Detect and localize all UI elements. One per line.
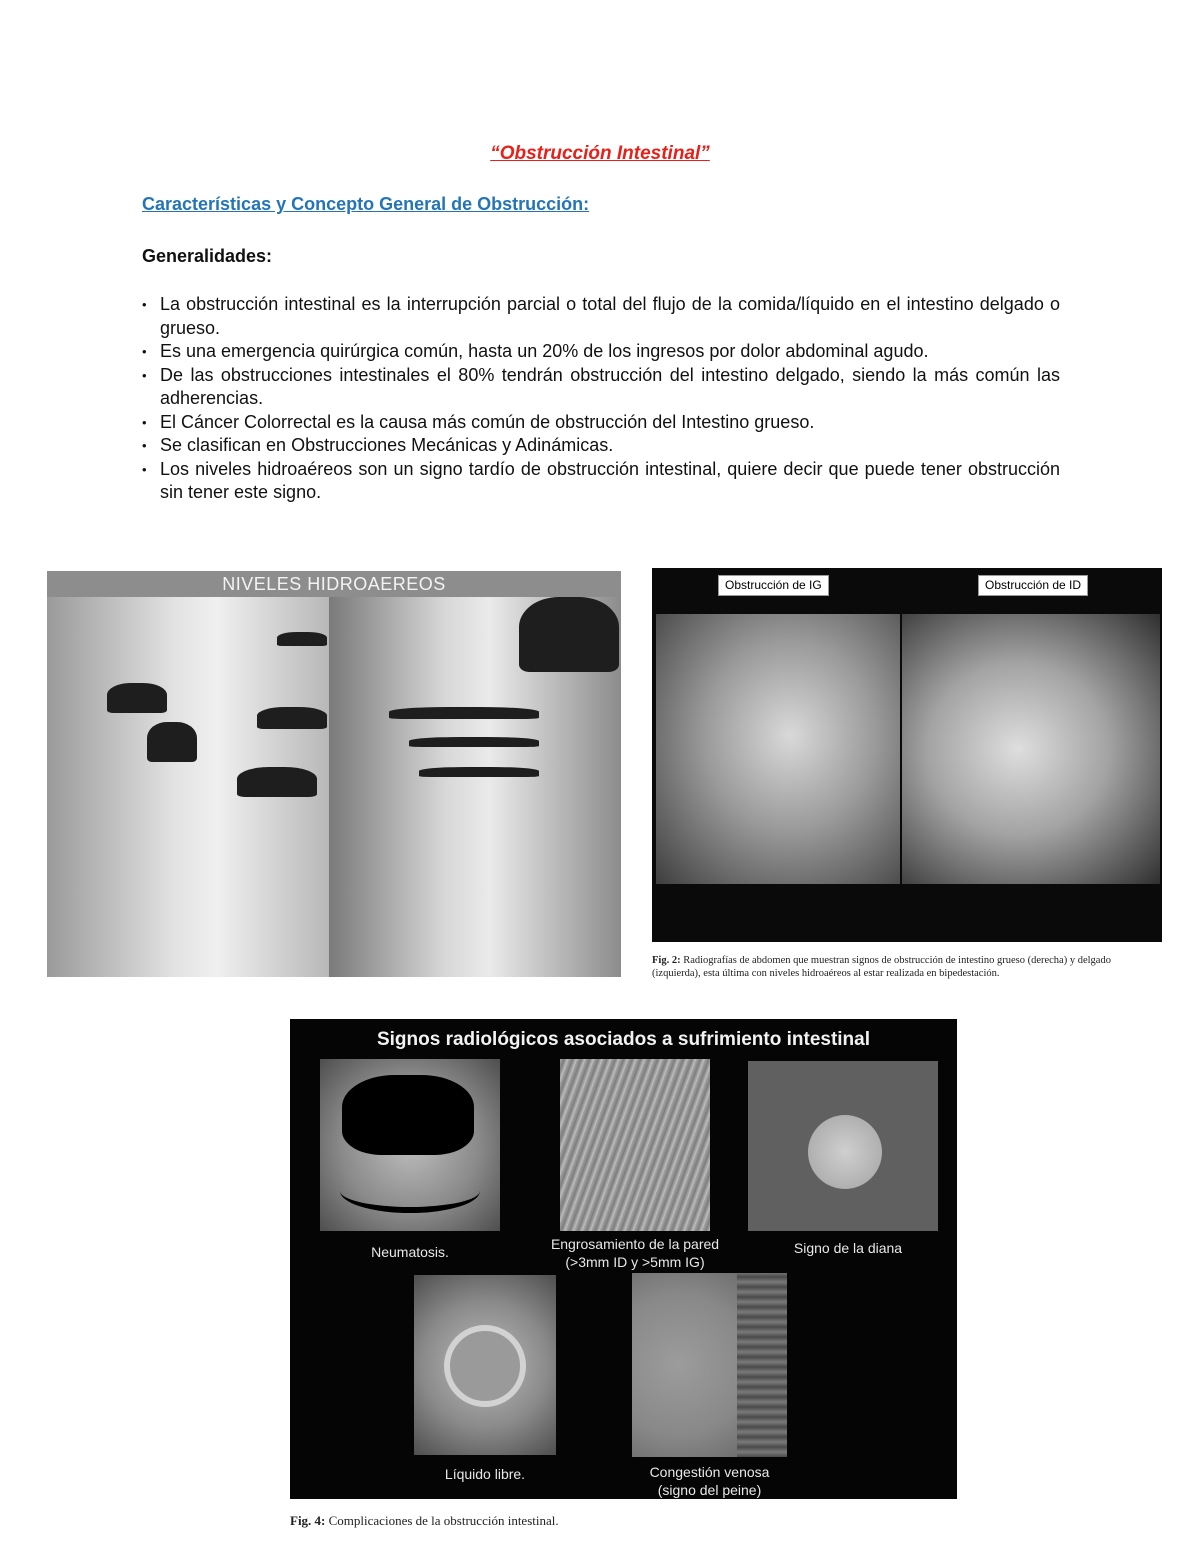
label-neumatosis: Neumatosis.: [371, 1244, 449, 1260]
ct-signs-figure: [290, 1019, 957, 1499]
label-liquido: Líquido libre.: [444, 1466, 526, 1482]
air-fluid-level: [277, 632, 327, 646]
label-congestion: [612, 1463, 807, 1499]
ct-image-liquido: [414, 1275, 556, 1455]
bullet-item: • Se clasifican en Obstrucciones Mecánicas y Adinámicas.: [142, 434, 1060, 458]
air-fluid-level: [419, 767, 539, 777]
bullet-item: • De las obstrucciones intestinales el 80% tendrán obstrucción del intestino delgado, siendo la más común las adherencias.: [142, 364, 1060, 411]
caption-text: Complicaciones de la obstrucción intestinal.: [325, 1513, 559, 1528]
figure-4-caption: [290, 1513, 957, 1529]
ct-image-engrosamiento: [560, 1059, 710, 1231]
label-engrosamiento-line2: (>3mm ID y >5mm IG): [565, 1254, 705, 1270]
ct-image-diana: [748, 1061, 938, 1231]
air-fluid-level: [107, 683, 167, 713]
air-fluid-level: [257, 707, 327, 729]
bullet-item: • La obstrucción intestinal es la interrupción parcial o total del flujo de la comida/líquido en el intestino delgado o grueso.: [142, 293, 1060, 340]
figure-2-caption: [652, 954, 1162, 980]
bullet-item: • Los niveles hidroaéreos son un signo tardío de obstrucción intestinal, quiere decir que puede tener obstrucción sin tener este signo.: [142, 458, 1060, 505]
figure-header: NIVELES HIDROAEREOS: [47, 571, 621, 597]
air-fluid-level: [519, 597, 619, 672]
ct-image-congestion: [632, 1273, 787, 1457]
air-fluid-level: [147, 722, 197, 762]
bullet-item: • El Cáncer Colorrectal es la causa más común de obstrucción del Intestino grueso.: [142, 411, 1060, 435]
figure-header: Signos radiológicos asociados a sufrimiento intestinal: [376, 1029, 871, 1050]
caption-prefix: Fig. 4:: [290, 1513, 326, 1528]
label-congestion-line2: (signo del peine): [657, 1482, 762, 1498]
ct-image-neumatosis: [320, 1059, 500, 1231]
section-heading: Generalidades:: [142, 246, 273, 266]
xray-figure-niveles: [47, 571, 621, 977]
label-engrosamiento-line1: Engrosamiento de la pared: [550, 1236, 720, 1252]
label-ig: Obstrucción de IG: [718, 575, 829, 596]
caption-prefix: Fig. 2:: [652, 955, 681, 966]
caption-text: Radiografías de abdomen que muestran signos de obstrucción de intestino grueso (derecha) y delgado (izquierda), esta última con niveles hidroaéreos al estar realizada en bipedestación.: [652, 955, 1111, 979]
xray-image-id: [902, 614, 1160, 884]
bullet-list: [142, 293, 1060, 505]
xray-figure-obstruccion: [652, 568, 1162, 942]
xray-image-left: [47, 597, 329, 977]
label-engrosamiento: [518, 1235, 752, 1271]
section-subtitle: Características y Concepto General de Obstrucción:: [142, 194, 590, 214]
label-id: Obstrucción de ID: [978, 575, 1088, 596]
air-fluid-level: [237, 767, 317, 797]
label-diana: Signo de la diana: [793, 1240, 903, 1256]
document-title: “Obstrucción Intestinal”: [490, 143, 710, 164]
bullet-item: • Es una emergencia quirúrgica común, hasta un 20% de los ingresos por dolor abdominal agudo.: [142, 340, 1060, 364]
air-fluid-level: [389, 707, 539, 719]
air-fluid-level: [409, 737, 539, 747]
xray-image-ig: [656, 614, 900, 884]
label-congestion-line1: Congestión venosa: [649, 1464, 770, 1480]
xray-image-right: [329, 597, 621, 977]
